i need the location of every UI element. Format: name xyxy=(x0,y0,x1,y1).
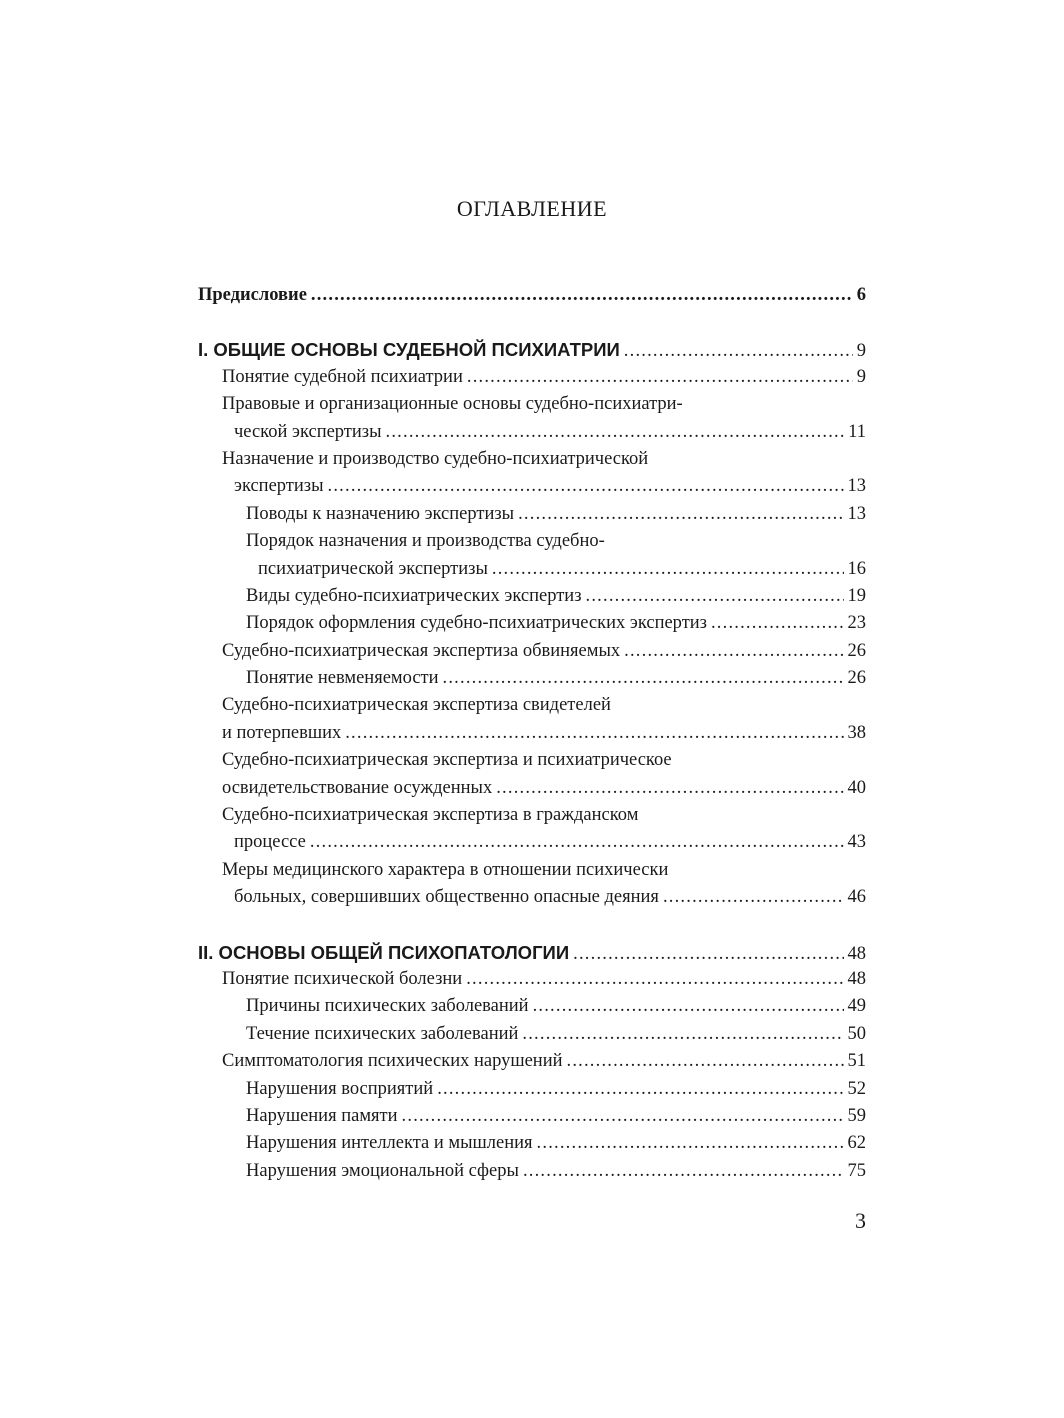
dot-leader xyxy=(586,583,844,610)
toc-entry-label: Порядок оформления судебно-психиатрических экспертиз xyxy=(246,613,707,634)
toc-entry-label: Нарушения эмоциональной сферы xyxy=(246,1160,519,1181)
toc-entry-label: Течение психических заболеваний xyxy=(246,1023,519,1044)
toc-entry-page: 49 xyxy=(847,996,866,1017)
toc-entry-label: Судебно-психиатрическая экспертиза и психиатрическое xyxy=(222,750,672,771)
dot-leader xyxy=(496,775,843,802)
toc-entry-label: Поводы к назначению экспертизы xyxy=(246,503,515,524)
toc-entry-page: 6 xyxy=(856,285,866,305)
dot-leader xyxy=(402,1103,844,1130)
toc-entry-page: 16 xyxy=(847,558,866,579)
toc-subentry[interactable] xyxy=(198,1158,866,1185)
dot-leader xyxy=(466,966,843,993)
toc-entry-label: Понятие психической болезни xyxy=(222,968,463,989)
dot-leader xyxy=(467,364,853,391)
toc-entry-page: 38 xyxy=(847,722,866,743)
toc-entry-label: Нарушения памяти xyxy=(246,1105,398,1126)
dot-leader xyxy=(386,419,845,446)
toc-subentry[interactable] xyxy=(198,993,866,1020)
toc-entry-page: 40 xyxy=(847,777,866,798)
toc-entry-page: 9 xyxy=(856,341,866,362)
toc-entry-label: Меры медицинского характера в отношении психически xyxy=(222,859,669,880)
dot-leader xyxy=(311,282,853,309)
dot-leader xyxy=(523,1158,844,1185)
toc-entry-label: Судебно-психиатрическая экспертиза в гражданском xyxy=(222,805,639,826)
toc-entry-page: 46 xyxy=(847,887,866,908)
toc-entry[interactable] xyxy=(198,1048,866,1075)
toc-entry-page: 26 xyxy=(847,668,866,689)
toc-entry-label-continued: процессе xyxy=(234,832,306,853)
toc-entry[interactable] xyxy=(198,966,866,993)
dot-leader xyxy=(533,993,844,1020)
dot-leader xyxy=(567,1048,844,1075)
toc-entry-page: 43 xyxy=(847,832,866,853)
dot-leader xyxy=(537,1130,844,1157)
dot-leader xyxy=(518,501,843,528)
toc-entry-page: 62 xyxy=(847,1133,866,1154)
toc-entry-page: 13 xyxy=(847,503,866,524)
toc-subentry[interactable] xyxy=(198,528,866,583)
page-title: ОГЛАВЛЕНИЕ xyxy=(456,196,608,221)
toc-section-1-heading[interactable] xyxy=(198,336,866,363)
toc-subentry[interactable] xyxy=(198,610,866,637)
dot-leader xyxy=(663,884,844,911)
toc-entry-page: 50 xyxy=(847,1023,866,1044)
dot-leader xyxy=(492,556,844,583)
toc-entry-page: 75 xyxy=(847,1160,866,1181)
toc-entry-label: Понятие судебной психиатрии xyxy=(222,366,463,387)
toc-subentry[interactable] xyxy=(198,665,866,692)
dot-leader xyxy=(310,829,844,856)
toc-entry-page: 52 xyxy=(847,1078,866,1099)
toc-entry-label-continued: больных, совершивших общественно опасные деяния xyxy=(234,887,659,908)
toc-entry-page: 51 xyxy=(847,1051,866,1072)
toc-entry-page: 9 xyxy=(856,366,866,387)
toc-entry-label: Назначение и производство судебно-психиатрической xyxy=(222,448,649,469)
toc-entry[interactable] xyxy=(198,446,866,501)
toc-entry-label: Судебно-психиатрическая экспертиза свидетелей xyxy=(222,695,611,716)
dot-leader xyxy=(345,720,843,747)
toc-entry-label-continued: и потерпевших xyxy=(222,722,342,743)
toc-entry-label: Нарушения восприятий xyxy=(246,1078,434,1099)
toc-entry-preface[interactable] xyxy=(198,282,866,309)
toc-subentry[interactable] xyxy=(198,583,866,610)
toc-section-label: I. ОБЩИЕ ОСНОВЫ СУДЕБНОЙ ПСИХИАТРИИ xyxy=(198,339,620,361)
toc-subentry[interactable] xyxy=(198,1076,866,1103)
toc-entry[interactable] xyxy=(198,391,866,446)
toc-entry-label: Правовые и организационные основы судебно-психиатри- xyxy=(222,394,683,415)
toc-entry-label: Предисловие xyxy=(198,285,307,305)
dot-leader xyxy=(624,638,843,665)
toc-entry-page: 23 xyxy=(847,613,866,634)
dot-leader xyxy=(443,665,844,692)
dot-leader xyxy=(573,941,843,968)
dot-leader xyxy=(522,1021,843,1048)
dot-leader xyxy=(624,338,853,365)
toc-entry-page: 48 xyxy=(847,943,866,964)
toc-entry[interactable] xyxy=(198,857,866,912)
toc-entry-label: Судебно-психиатрическая экспертиза обвиняемых xyxy=(222,640,621,661)
toc-entry-label: Нарушения интеллекта и мышления xyxy=(246,1133,533,1154)
dot-leader xyxy=(328,473,844,500)
toc-entry-label-continued: экспертизы xyxy=(234,476,324,497)
toc-subentry[interactable] xyxy=(198,1021,866,1048)
toc-entry-label-continued: ческой экспертизы xyxy=(234,421,382,442)
toc-subentry[interactable] xyxy=(198,1130,866,1157)
toc-subentry[interactable] xyxy=(198,501,866,528)
toc-entry[interactable] xyxy=(198,747,866,802)
toc-entry-page: 48 xyxy=(847,968,866,989)
toc-entry-label-continued: психиатрической экспертизы xyxy=(258,558,488,579)
dot-leader xyxy=(437,1076,843,1103)
toc-entry[interactable] xyxy=(198,364,866,391)
toc-entry-label: Понятие невменяемости xyxy=(246,668,439,689)
toc-entry[interactable] xyxy=(198,638,866,665)
toc-entry[interactable] xyxy=(198,802,866,857)
table-of-contents xyxy=(198,282,866,1185)
toc-section-label: II. ОСНОВЫ ОБЩЕЙ ПСИХОПАТОЛОГИИ xyxy=(198,941,570,963)
toc-entry-page: 26 xyxy=(847,640,866,661)
toc-entry-page: 13 xyxy=(847,476,866,497)
toc-entry-label: Симптоматология психических нарушений xyxy=(222,1051,563,1072)
toc-entry-page: 11 xyxy=(848,421,866,442)
toc-entry-page: 19 xyxy=(847,585,866,606)
toc-subentry[interactable] xyxy=(198,1103,866,1130)
toc-entry-label: Причины психических заболеваний xyxy=(246,996,529,1017)
toc-entry-label-continued: освидетельствование осужденных xyxy=(222,777,493,798)
dot-leader xyxy=(711,610,844,637)
toc-entry[interactable] xyxy=(198,692,866,747)
toc-entry-label: Виды судебно-психиатрических экспертиз xyxy=(246,585,582,606)
toc-entry-page: 59 xyxy=(847,1105,866,1126)
toc-section-2-heading[interactable] xyxy=(198,939,866,966)
toc-entry-label: Порядок назначения и производства судебно- xyxy=(246,531,605,552)
page-number: 3 xyxy=(855,1208,866,1233)
